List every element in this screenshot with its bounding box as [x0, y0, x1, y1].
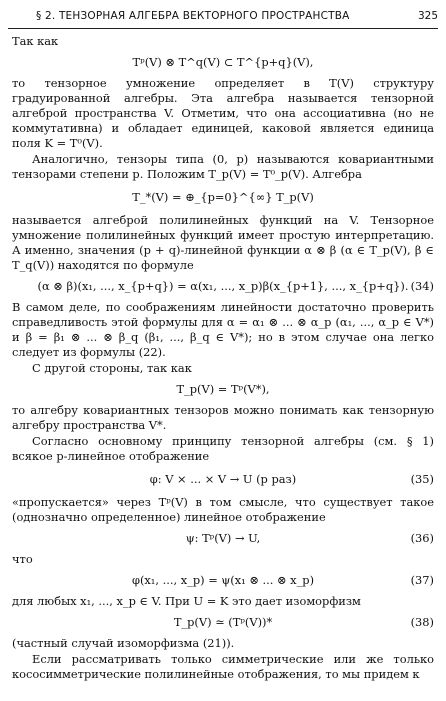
paragraph: то алгебру ковариантных тензоров можно понимать как тензорную алгебру пространства V*. [12, 403, 434, 432]
formula [12, 382, 434, 397]
formula-text: T_p(V) = Tᵖ(V*), [176, 382, 270, 396]
formula-text: Tᵖ(V) ⊗ T^q(V) ⊂ T^{p+q}(V), [132, 55, 314, 69]
formula-text: φ: V × ... × V → U (p раз) [149, 472, 297, 486]
equation-number: (36) [410, 531, 434, 545]
equation-number: (35) [410, 472, 434, 486]
paragraph: для любых x₁, ..., x_p ∈ V. При U = K это дает изоморфизм [12, 594, 361, 608]
formula [12, 55, 434, 70]
equation-number: (37) [410, 573, 434, 587]
page-body [12, 34, 434, 695]
paragraph: что [12, 552, 33, 566]
formula [12, 573, 434, 588]
formula [12, 531, 434, 546]
equation-number: (38) [410, 615, 434, 629]
paragraph: В самом деле, по соображениям линейности достаточно проверить справедливость этой формулы для α = α₁ ⊗ ... ⊗ α_p (α₁, ..., α_p ∈ V*) и β = β₁ ⊗ ... ⊗ β_q (β₁, ..., β_q ∈ V*); но в этом случае она легко следует из формулы (22). [12, 300, 434, 359]
formula-text: T_*(V) = ⊕_{p=0}^{∞} T_p(V) [132, 190, 314, 204]
equation-number: (34) [410, 279, 434, 293]
formula-text: T_p(V) ≃ (Tᵖ(V))* [173, 615, 273, 629]
paragraph: Согласно основному принципу тензорной алгебры (см. § 1) всякое p-линейное отображение [12, 434, 434, 463]
paragraph: то тензорное умножение определяет в T(V) структуру градуированной алгебры. Эта алгебра называется тензорной алгеброй пространства V. Отметим, что она ассоциативна (но не коммутативна) и обладает единицей, каковой является единица поля K = T⁰(V). [12, 76, 434, 150]
formula-text: φ(x₁, ..., x_p) = ψ(x₁ ⊗ ... ⊗ x_p) [131, 573, 315, 587]
formula [12, 472, 434, 487]
running-header [8, 6, 438, 29]
paragraph: «пропускается» через Tᵖ(V) в том смысле, что существует такое (однозначно определенное) линейное отображение [12, 495, 434, 524]
formula-text: (α ⊗ β)(x₁, ..., x_{p+q}) = α(x₁, ..., x_p)β(x_{p+1}, ..., x_{p+q}). [37, 279, 409, 293]
paragraph: Если рассматривать только симметрические или же только кососимметрические полилинейные отображения, то мы придем к [12, 652, 434, 681]
formula [12, 615, 434, 630]
paragraph: называется алгеброй полилинейных функций на V. Тензорное умножение полилинейных функций имеет простую интерпретацию. А именно, значения (p + q)-линейной функции α ⊗ β (α ∈ T_p(V), β ∈ T_q(V)) находятся по формуле [12, 213, 434, 272]
paragraph: С другой стороны, так как [32, 361, 192, 375]
paragraph: Аналогично, тензоры типа (0, p) называются ковариантными тензорами степени p. Положим T_p(V) = T⁰_p(V). Алгебра [12, 152, 434, 181]
paragraph: (частный случай изоморфизма (21)). [12, 636, 235, 650]
page-number: 325 [417, 10, 438, 22]
formula-text: ψ: Tᵖ(V) → U, [185, 531, 261, 545]
paragraph: Так как [12, 34, 59, 48]
formula [12, 190, 434, 205]
formula [12, 279, 434, 294]
header-title: § 2. ТЕНЗОРНАЯ АЛГЕБРА ВЕКТОРНОГО ПРОСТРАНСТВА [36, 10, 350, 22]
